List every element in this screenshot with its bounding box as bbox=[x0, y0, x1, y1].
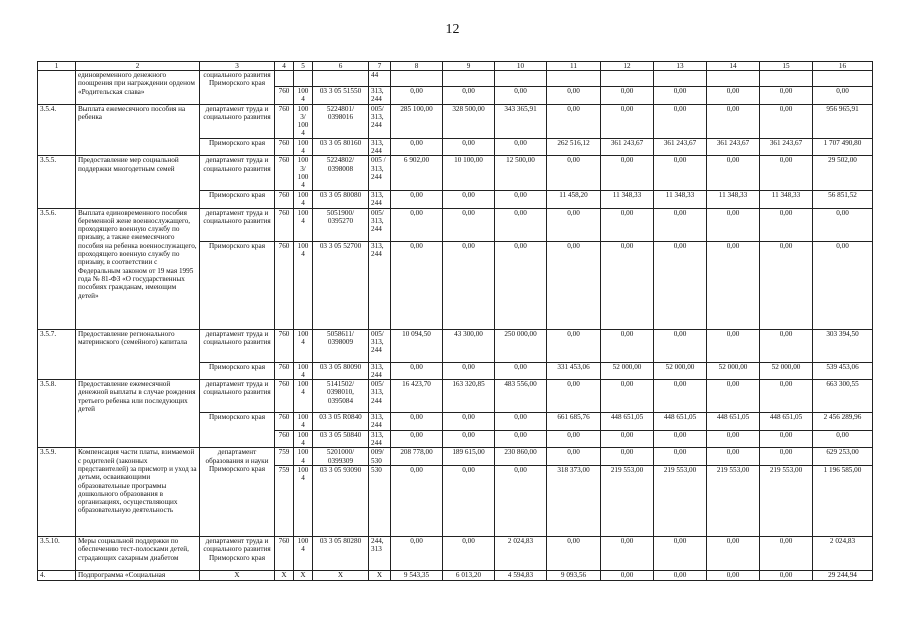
table-cell: Выплата ежемесячного пособия на ребенка bbox=[76, 104, 200, 156]
table-cell: Приморского края bbox=[200, 362, 275, 380]
table-cell: Предоставление ежемесячной денежной выплаты в случае рождения третьего ребенка или последующих детей bbox=[76, 380, 200, 448]
table-cell: 361 243,67 bbox=[654, 138, 707, 156]
table-cell: единовременного денежного поощрения при награждении орденом «Родительская слава» bbox=[76, 71, 200, 105]
table-cell: 760 bbox=[275, 208, 294, 241]
table-cell: 760 bbox=[275, 241, 294, 329]
table-cell: 313, 244 bbox=[369, 241, 391, 329]
table-cell: 52 000,00 bbox=[707, 362, 760, 380]
table-cell: 52 000,00 bbox=[760, 362, 813, 380]
table-cell: 0,00 bbox=[707, 448, 760, 466]
table-cell: 44 bbox=[369, 71, 391, 87]
table-cell: 0,00 bbox=[707, 156, 760, 190]
table-cell: 0,00 bbox=[391, 413, 443, 431]
table-cell: 0,00 bbox=[547, 156, 601, 190]
table-cell: 0,00 bbox=[654, 156, 707, 190]
table-cell: 0,00 bbox=[601, 329, 654, 362]
table-cell: 2 456 289,96 bbox=[813, 413, 873, 431]
table-cell: 0,00 bbox=[547, 430, 601, 448]
table-cell: 331 453,06 bbox=[547, 362, 601, 380]
table-cell: 0,00 bbox=[443, 430, 495, 448]
table-cell: Выплата единовременного пособия беременной жене военнослужащего, проходящего военную службу по призыву, а также ежемесячного пособия на ребенка военнослужащего, проходящего военную службу по призыву, в соответствии с Федеральным законом от 19 мая 1995 года № 81-ФЗ «О государственных пособиях гражданам, имеющим детей» bbox=[76, 208, 200, 329]
table-cell: 0,00 bbox=[707, 87, 760, 105]
table-cell: 189 615,00 bbox=[443, 448, 495, 466]
table-cell: 3.5.7. bbox=[38, 329, 76, 380]
table-cell: 760 bbox=[275, 104, 294, 138]
table-cell: 005/ 313, 244 bbox=[369, 329, 391, 362]
table-cell: 760 bbox=[275, 413, 294, 431]
column-number-1: 1 bbox=[38, 62, 76, 71]
table-cell: 629 253,00 bbox=[813, 448, 873, 466]
table-cell: 0,00 bbox=[495, 413, 547, 431]
table-cell: 759 bbox=[275, 448, 294, 466]
table-cell: 2 024,83 bbox=[813, 536, 873, 570]
table-cell: 3.5.6. bbox=[38, 208, 76, 329]
table-cell: 1004 bbox=[294, 430, 313, 448]
table-cell: X bbox=[294, 570, 313, 580]
table-cell: 956 965,91 bbox=[813, 104, 873, 138]
table-cell: X bbox=[313, 570, 369, 580]
table-cell: 1004 bbox=[294, 380, 313, 413]
table-cell: 313, 244 bbox=[369, 413, 391, 431]
table-cell: 0,00 bbox=[547, 208, 601, 241]
table-row bbox=[38, 156, 873, 190]
table-cell: 219 553,00 bbox=[654, 465, 707, 536]
table-cell: 11 348,33 bbox=[760, 190, 813, 208]
table-cell: 3.5.9. bbox=[38, 448, 76, 537]
table-cell: 0,00 bbox=[601, 87, 654, 105]
table-cell: 0,00 bbox=[813, 87, 873, 105]
table-cell: 448 651,05 bbox=[707, 413, 760, 431]
table-cell: 0,00 bbox=[654, 380, 707, 413]
table-cell: 361 243,67 bbox=[601, 138, 654, 156]
table-row bbox=[38, 570, 873, 580]
table-cell: 03 3 05 R0840 bbox=[313, 413, 369, 431]
table-row bbox=[38, 448, 873, 466]
table-cell: департамент труда и социального развития bbox=[200, 208, 275, 241]
column-number-row bbox=[38, 62, 873, 71]
table-cell: 0,00 bbox=[707, 380, 760, 413]
table-cell: 03 3 05 80090 bbox=[313, 362, 369, 380]
table-row bbox=[38, 104, 873, 138]
table-cell bbox=[294, 71, 313, 87]
table-cell: 52 000,00 bbox=[654, 362, 707, 380]
table-cell: 6 902,00 bbox=[391, 156, 443, 190]
table-cell: 0,00 bbox=[601, 448, 654, 466]
table-row bbox=[38, 208, 873, 241]
table-cell: 313, 244 bbox=[369, 190, 391, 208]
table-cell: 219 553,00 bbox=[707, 465, 760, 536]
table-cell: 1004 bbox=[294, 362, 313, 380]
table-cell: 11 348,33 bbox=[707, 190, 760, 208]
table-cell: 005 / 313, 244 bbox=[369, 156, 391, 190]
table-cell bbox=[495, 71, 547, 87]
table-cell: департамент труда и социального развития bbox=[200, 380, 275, 413]
column-number-13: 13 bbox=[654, 62, 707, 71]
table-cell: 43 300,00 bbox=[443, 329, 495, 362]
table-cell: 483 556,00 bbox=[495, 380, 547, 413]
table-cell: 1004 bbox=[294, 413, 313, 431]
table-cell: 313, 244 bbox=[369, 87, 391, 105]
table-cell bbox=[313, 71, 369, 87]
table-cell: 0,00 bbox=[601, 156, 654, 190]
table-cell: 661 685,76 bbox=[547, 413, 601, 431]
column-number-11: 11 bbox=[547, 62, 601, 71]
table-body bbox=[38, 71, 873, 581]
table-cell: 11 458,20 bbox=[547, 190, 601, 208]
table-cell: 0,00 bbox=[391, 465, 443, 536]
table-cell: 219 553,00 bbox=[760, 465, 813, 536]
table-cell: 230 860,00 bbox=[495, 448, 547, 466]
table-cell: 285 100,00 bbox=[391, 104, 443, 138]
table-cell: Приморского края bbox=[200, 241, 275, 329]
table-cell: 760 bbox=[275, 87, 294, 105]
table-cell: 03 3 05 52700 bbox=[313, 241, 369, 329]
table-cell: 03 3 05 51550 bbox=[313, 87, 369, 105]
table-cell: 318 373,00 bbox=[547, 465, 601, 536]
table-cell: X bbox=[369, 570, 391, 580]
table-cell: 3.5.4. bbox=[38, 104, 76, 156]
table-cell: 12 500,00 bbox=[495, 156, 547, 190]
table-cell: Компенсация части платы, взимаемой с родителей (законных представителей) за присмотр и уход за детьми, осваивающими образовательные программы дошкольного образования в организациях, осуществляющих образовательную деятельность bbox=[76, 448, 200, 537]
table-cell bbox=[443, 71, 495, 87]
table-cell: 0,00 bbox=[443, 362, 495, 380]
table-cell: X bbox=[275, 570, 294, 580]
table-cell: 0,00 bbox=[547, 536, 601, 570]
table-cell: 0,00 bbox=[547, 329, 601, 362]
column-number-10: 10 bbox=[495, 62, 547, 71]
column-number-9: 9 bbox=[443, 62, 495, 71]
table-cell: 0,00 bbox=[443, 241, 495, 329]
column-number-5: 5 bbox=[294, 62, 313, 71]
table-cell: 0,00 bbox=[760, 448, 813, 466]
table-cell: 5201000/ 0399309 bbox=[313, 448, 369, 466]
table-cell: 1004 bbox=[294, 241, 313, 329]
table-cell: 1004 bbox=[294, 448, 313, 466]
table-cell: 759 bbox=[275, 465, 294, 536]
table-cell: 4. bbox=[38, 570, 76, 580]
table-cell: 005/ 313, 244 bbox=[369, 380, 391, 413]
table-cell: 250 000,00 bbox=[495, 329, 547, 362]
table-cell: департамент труда и социального развития bbox=[200, 329, 275, 362]
table-cell: 0,00 bbox=[654, 570, 707, 580]
column-number-4: 4 bbox=[275, 62, 294, 71]
table-cell bbox=[38, 71, 76, 105]
table-cell: 11 348,33 bbox=[654, 190, 707, 208]
table-cell: 0,00 bbox=[760, 536, 813, 570]
column-number-8: 8 bbox=[391, 62, 443, 71]
table-cell: 1004 bbox=[294, 87, 313, 105]
table-cell: 760 bbox=[275, 190, 294, 208]
table-cell: 262 516,12 bbox=[547, 138, 601, 156]
table-cell: 0,00 bbox=[707, 329, 760, 362]
table-cell: 448 651,05 bbox=[760, 413, 813, 431]
table-cell: 0,00 bbox=[813, 430, 873, 448]
page-number: 12 bbox=[445, 22, 460, 37]
table-cell: 03 3 05 80080 bbox=[313, 190, 369, 208]
table-cell: 0,00 bbox=[391, 87, 443, 105]
table-cell: 03 3 05 80280 bbox=[313, 536, 369, 570]
table-cell: 244, 313 bbox=[369, 536, 391, 570]
column-number-3: 3 bbox=[200, 62, 275, 71]
column-number-2: 2 bbox=[76, 62, 200, 71]
column-number-6: 6 bbox=[313, 62, 369, 71]
table-cell: 0,00 bbox=[443, 87, 495, 105]
table-cell: 4 594,83 bbox=[495, 570, 547, 580]
table-cell: 361 243,67 bbox=[760, 138, 813, 156]
table-cell: 0,00 bbox=[654, 430, 707, 448]
table-row bbox=[38, 536, 873, 570]
table-cell: 760 bbox=[275, 329, 294, 362]
table-cell bbox=[707, 71, 760, 87]
table-cell bbox=[813, 71, 873, 87]
table-cell: 1003/ 1004 bbox=[294, 156, 313, 190]
table-cell: 0,00 bbox=[495, 190, 547, 208]
table-cell: 328 500,00 bbox=[443, 104, 495, 138]
table-cell: 0,00 bbox=[391, 241, 443, 329]
table-cell: 208 778,00 bbox=[391, 448, 443, 466]
table-cell: 448 651,05 bbox=[601, 413, 654, 431]
table-cell: 0,00 bbox=[760, 380, 813, 413]
table-cell: 0,00 bbox=[391, 430, 443, 448]
table-cell: 0,00 bbox=[654, 329, 707, 362]
table-cell: 0,00 bbox=[391, 362, 443, 380]
table-cell: 0,00 bbox=[495, 465, 547, 536]
table-cell: 0,00 bbox=[547, 104, 601, 138]
table-cell: 1003/ 1004 bbox=[294, 104, 313, 138]
table-cell: 0,00 bbox=[707, 208, 760, 241]
table-cell: 1004 bbox=[294, 329, 313, 362]
table-cell: 0,00 bbox=[391, 138, 443, 156]
table-cell: 5224801/ 0398016 bbox=[313, 104, 369, 138]
table-cell: Подпрограмма «Социальная bbox=[76, 570, 200, 580]
table-cell: 5141502/ 0398010, 0395084 bbox=[313, 380, 369, 413]
table-cell: 0,00 bbox=[547, 448, 601, 466]
table-cell: 313, 244 bbox=[369, 362, 391, 380]
table-cell: 0,00 bbox=[813, 241, 873, 329]
table-cell bbox=[654, 71, 707, 87]
column-number-7: 7 bbox=[369, 62, 391, 71]
column-number-15: 15 bbox=[760, 62, 813, 71]
table-cell: 0,00 bbox=[654, 241, 707, 329]
table-cell: 0,00 bbox=[495, 208, 547, 241]
table-cell: 1004 bbox=[294, 208, 313, 241]
table-cell: Приморского края bbox=[200, 138, 275, 156]
table-cell: 03 3 05 80160 bbox=[313, 138, 369, 156]
table-cell: Меры социальной поддержки по обеспечению тест-полосками детей, страдающих сахарным диабетом bbox=[76, 536, 200, 570]
table-cell: 52 000,00 bbox=[601, 362, 654, 380]
table-cell: 0,00 bbox=[443, 536, 495, 570]
table-cell: 0,00 bbox=[654, 536, 707, 570]
table-cell: 29 244,94 bbox=[813, 570, 873, 580]
column-number-12: 12 bbox=[601, 62, 654, 71]
table-cell: 9 093,56 bbox=[547, 570, 601, 580]
table-cell: 03 3 05 50840 bbox=[313, 430, 369, 448]
table-cell: 0,00 bbox=[760, 208, 813, 241]
table-cell: Приморского края bbox=[200, 413, 275, 448]
table-cell: 0,00 bbox=[760, 570, 813, 580]
table-row bbox=[38, 329, 873, 362]
table-cell: 0,00 bbox=[760, 87, 813, 105]
table-cell: 0,00 bbox=[601, 380, 654, 413]
table-cell: 0,00 bbox=[760, 329, 813, 362]
table-cell: 0,00 bbox=[495, 362, 547, 380]
table-cell: 9 543,35 bbox=[391, 570, 443, 580]
column-number-16: 16 bbox=[813, 62, 873, 71]
table-cell: 539 453,06 bbox=[813, 362, 873, 380]
table-cell: 0,00 bbox=[601, 208, 654, 241]
table-cell: 1 707 490,80 bbox=[813, 138, 873, 156]
table-cell: Предоставление регионального материнского (семейного) капитала bbox=[76, 329, 200, 380]
table-cell: 163 320,85 bbox=[443, 380, 495, 413]
table-cell: 0,00 bbox=[813, 208, 873, 241]
table-cell: 1 196 585,00 bbox=[813, 465, 873, 536]
table-cell: 1004 bbox=[294, 536, 313, 570]
table-cell: 0,00 bbox=[760, 156, 813, 190]
table-cell: 3.5.8. bbox=[38, 380, 76, 448]
table-cell bbox=[760, 71, 813, 87]
table-cell: 760 bbox=[275, 430, 294, 448]
table-cell: 303 394,50 bbox=[813, 329, 873, 362]
table-cell: 005/ 313, 244 bbox=[369, 208, 391, 241]
table-cell: 0,00 bbox=[495, 138, 547, 156]
table-cell: 3.5.10. bbox=[38, 536, 76, 570]
table-cell: 0,00 bbox=[654, 448, 707, 466]
table-cell: департамент образования и науки Приморского края bbox=[200, 448, 275, 537]
table-cell: 663 300,55 bbox=[813, 380, 873, 413]
table-cell: 313, 244 bbox=[369, 138, 391, 156]
table-cell: 0,00 bbox=[654, 87, 707, 105]
table-cell: 0,00 bbox=[707, 536, 760, 570]
table-cell: 0,00 bbox=[391, 536, 443, 570]
table-cell: социального развития Приморского края bbox=[200, 71, 275, 105]
table-cell: 3.5.5. bbox=[38, 156, 76, 208]
table-cell: 10 094,50 bbox=[391, 329, 443, 362]
budget-table bbox=[37, 61, 873, 581]
table-cell: 5051900/ 0395270 bbox=[313, 208, 369, 241]
table-cell: 760 bbox=[275, 138, 294, 156]
table-cell: 0,00 bbox=[547, 241, 601, 329]
table-cell: департамент труда и социального развития Приморского края bbox=[200, 536, 275, 570]
table-cell: 6 013,20 bbox=[443, 570, 495, 580]
table-cell: 0,00 bbox=[443, 190, 495, 208]
table-cell bbox=[547, 71, 601, 87]
column-number-14: 14 bbox=[707, 62, 760, 71]
table-cell: 0,00 bbox=[495, 430, 547, 448]
table-cell: 10 100,00 bbox=[443, 156, 495, 190]
table-cell: 0,00 bbox=[547, 380, 601, 413]
table-cell: 343 365,91 bbox=[495, 104, 547, 138]
table-cell: 0,00 bbox=[443, 208, 495, 241]
table-cell: 0,00 bbox=[443, 465, 495, 536]
table-cell: 5058611/ 0398009 bbox=[313, 329, 369, 362]
table-cell: 219 553,00 bbox=[601, 465, 654, 536]
table-cell: 0,00 bbox=[707, 570, 760, 580]
table-cell: 760 bbox=[275, 362, 294, 380]
table-cell: 0,00 bbox=[601, 104, 654, 138]
table-cell: 009/ 530 bbox=[369, 448, 391, 466]
table-cell: 0,00 bbox=[654, 104, 707, 138]
table-cell: 530 bbox=[369, 465, 391, 536]
table-cell: X bbox=[200, 570, 275, 580]
table-cell: 0,00 bbox=[601, 241, 654, 329]
table-cell: 760 bbox=[275, 380, 294, 413]
table-row bbox=[38, 380, 873, 413]
table-cell bbox=[391, 71, 443, 87]
table-cell: 2 024,83 bbox=[495, 536, 547, 570]
table-cell: 1004 bbox=[294, 190, 313, 208]
table-cell: департамент труда и социального развития bbox=[200, 156, 275, 190]
table-cell: 1004 bbox=[294, 465, 313, 536]
table-cell: 448 651,05 bbox=[654, 413, 707, 431]
table-cell: 0,00 bbox=[707, 241, 760, 329]
table-cell: 760 bbox=[275, 156, 294, 190]
table-cell: 0,00 bbox=[707, 104, 760, 138]
table-cell: департамент труда и социального развития bbox=[200, 104, 275, 138]
table-cell: 0,00 bbox=[443, 413, 495, 431]
table-cell: 0,00 bbox=[707, 430, 760, 448]
table-cell: 0,00 bbox=[601, 570, 654, 580]
table-cell: 760 bbox=[275, 536, 294, 570]
table-cell: 0,00 bbox=[391, 208, 443, 241]
table-cell: 0,00 bbox=[495, 87, 547, 105]
table-cell: 361 243,67 bbox=[707, 138, 760, 156]
table-cell bbox=[275, 71, 294, 87]
table-cell: 0,00 bbox=[601, 430, 654, 448]
table-cell: Приморского края bbox=[200, 190, 275, 208]
table-cell: 0,00 bbox=[760, 241, 813, 329]
table-cell: 0,00 bbox=[760, 430, 813, 448]
table-cell: 005/ 313, 244 bbox=[369, 104, 391, 138]
table-cell: Предоставление мер социальной поддержки многодетным семей bbox=[76, 156, 200, 208]
table-cell: 313, 244 bbox=[369, 430, 391, 448]
table-cell: 56 851,52 bbox=[813, 190, 873, 208]
table-cell bbox=[601, 71, 654, 87]
table-cell: 0,00 bbox=[443, 138, 495, 156]
table-cell: 0,00 bbox=[495, 241, 547, 329]
table-cell: 0,00 bbox=[547, 87, 601, 105]
table-cell: 0,00 bbox=[760, 104, 813, 138]
table-cell: 0,00 bbox=[654, 208, 707, 241]
table-cell: 5224802/ 0398008 bbox=[313, 156, 369, 190]
table-cell: 03 3 05 93090 bbox=[313, 465, 369, 536]
table-cell: 16 423,70 bbox=[391, 380, 443, 413]
table-cell: 0,00 bbox=[601, 536, 654, 570]
table-cell: 29 502,00 bbox=[813, 156, 873, 190]
table-cell: 1004 bbox=[294, 138, 313, 156]
table-row bbox=[38, 71, 873, 87]
table-cell: 11 348,33 bbox=[601, 190, 654, 208]
table-cell: 0,00 bbox=[391, 190, 443, 208]
